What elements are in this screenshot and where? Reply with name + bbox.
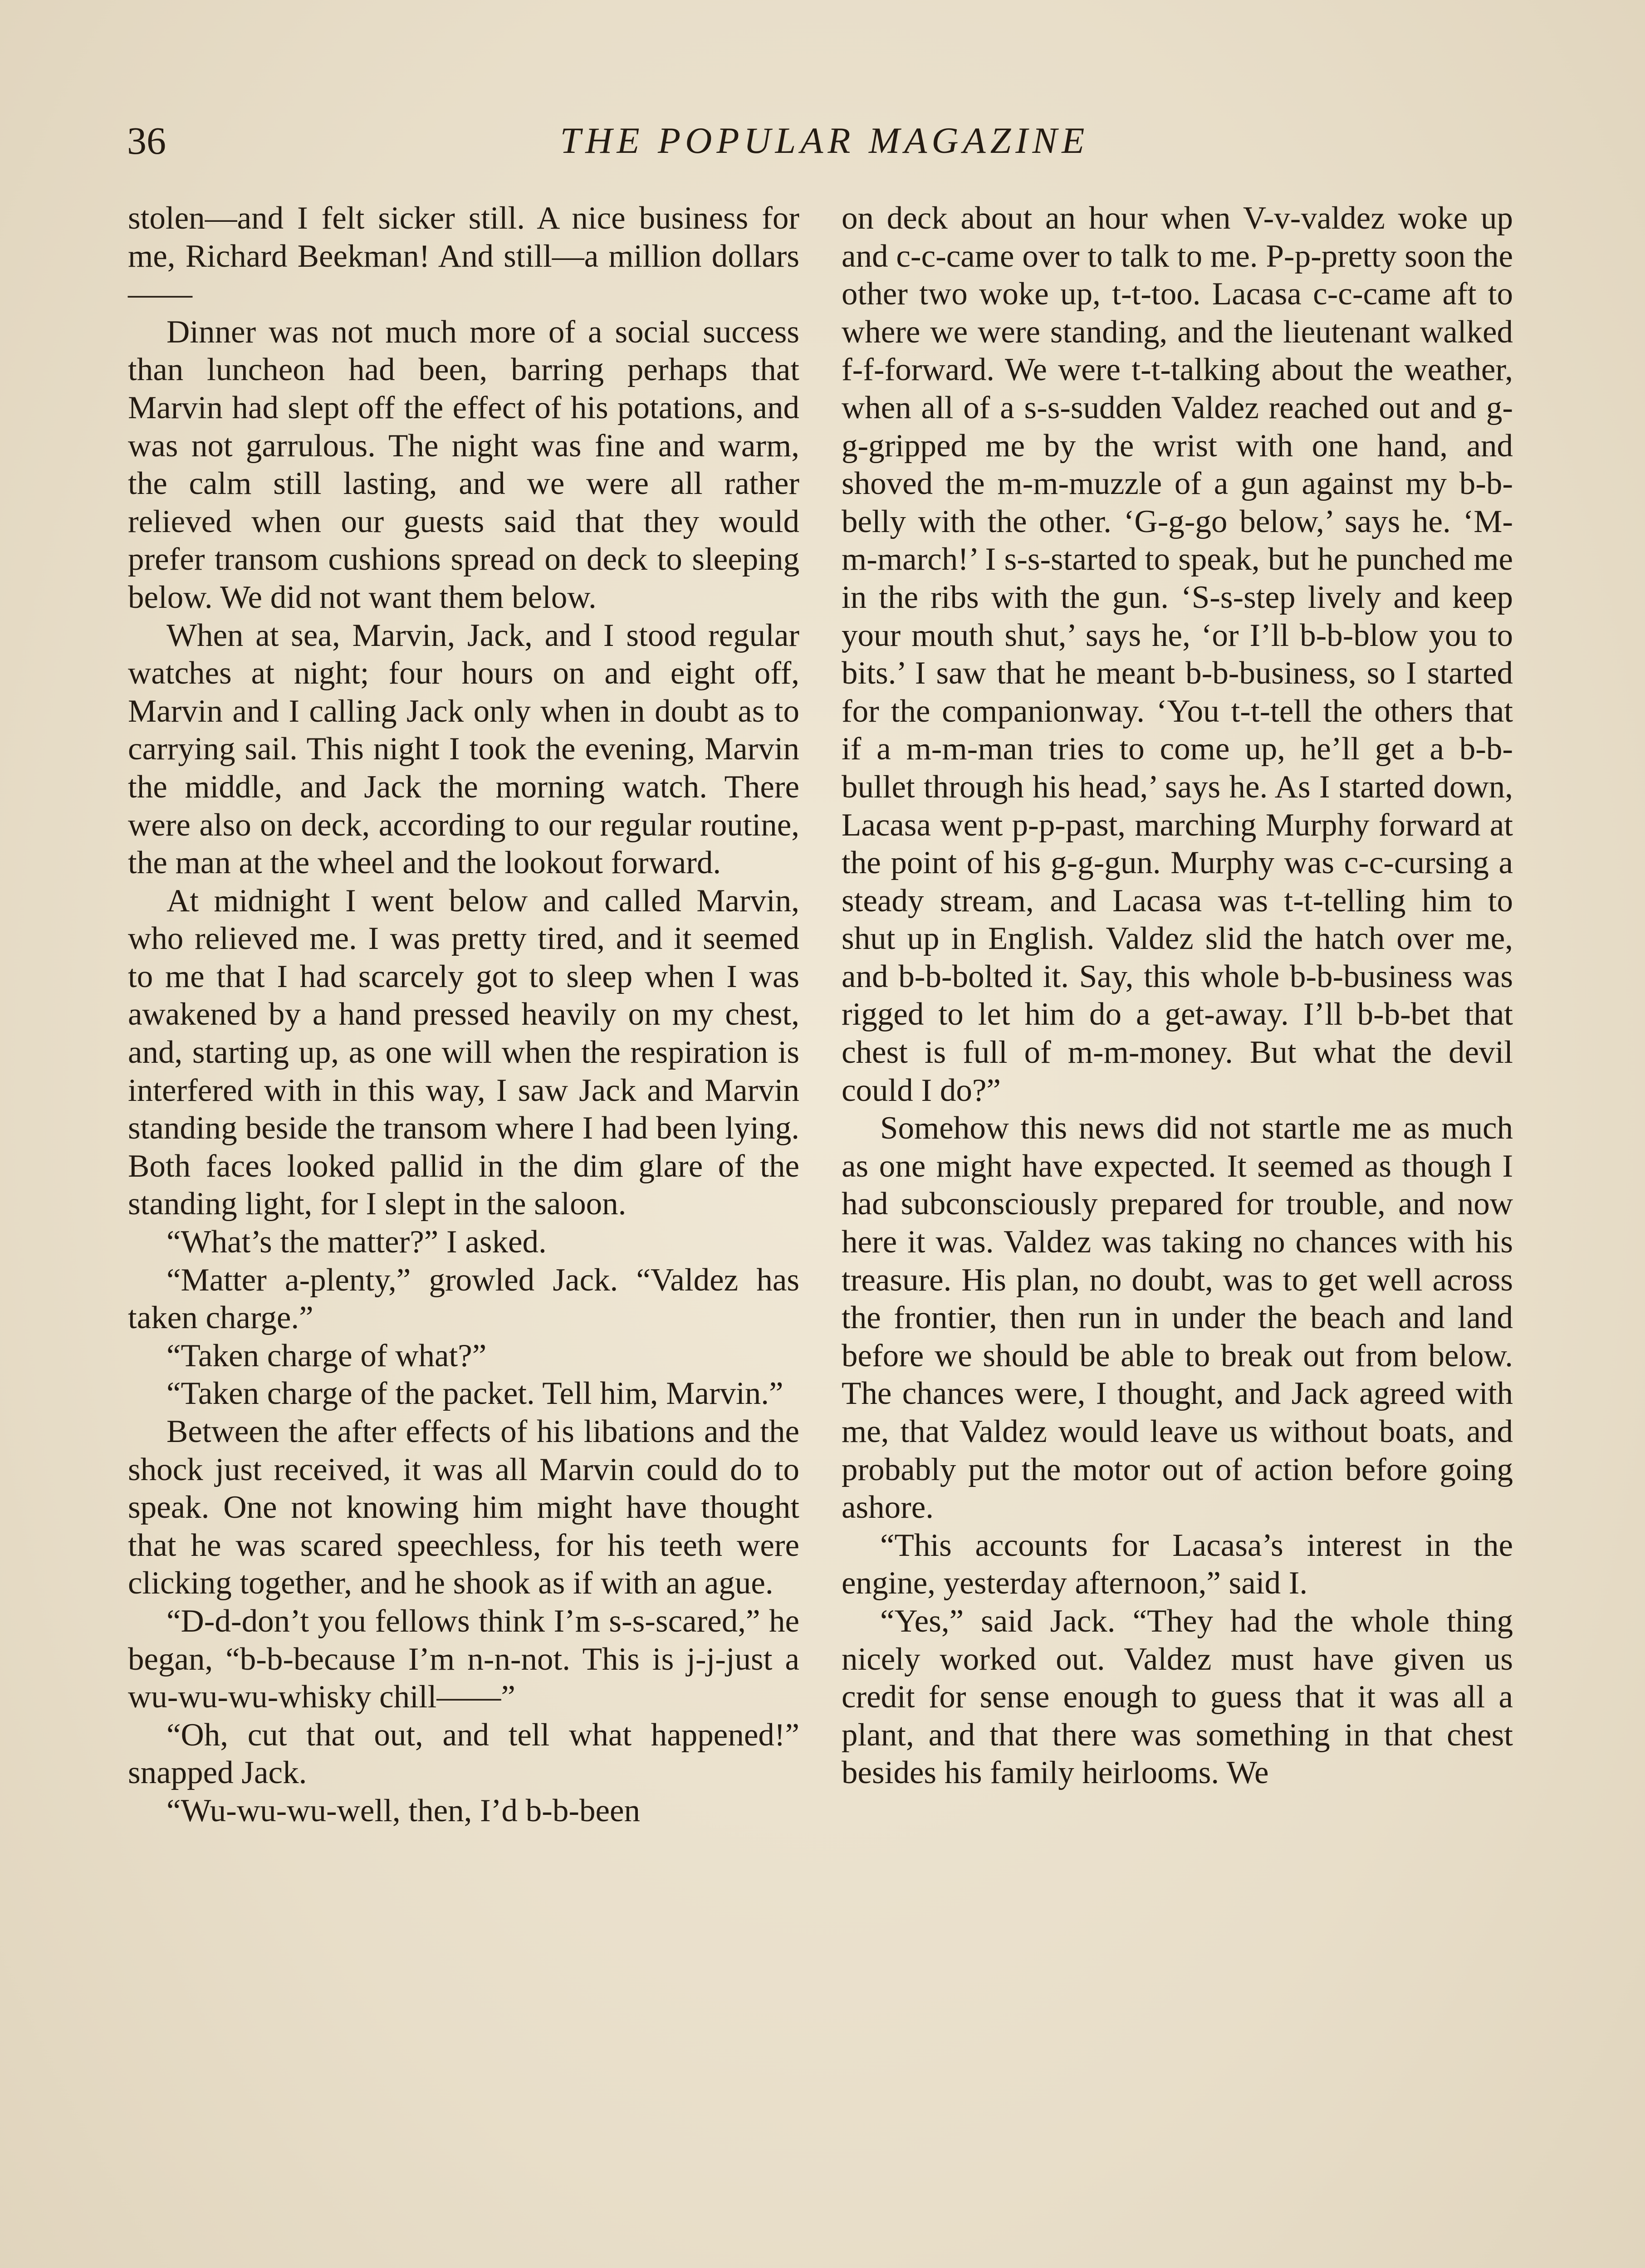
paragraph: At midnight I went below and called Marvin, who relieved me. I was pretty tired, and it seemed to me that I had scarcely got to sleep when I was awakened by a hand pressed heavily on my chest, and, starting up, as one will when the respiration is interfered with in this way, I saw Jack and Marvin standing beside the transom where I had been lying. Both faces looked pallid in the dim glare of the standing light, for I slept in the saloon. [128, 883, 799, 1222]
paragraph: Dinner was not much more of a social success than luncheon had been, barring perhaps that Marvin had slept off the effect of his potations, and was not garrulous. The night was fine and warm, the calm still lasting, and we were all rather relieved when our guests said that they would prefer transom cushions spread on deck to sleeping below. We did not want them below. [128, 314, 799, 615]
paragraph: “D-d-don’t you fellows think I’m s-s-scared,” he began, “b-b-because I’m n-n-not. This is j-j-just a wu-wu-wu-whisky chill——” [128, 1603, 799, 1715]
paragraph: stolen—and I felt sicker still. A nice business for me, Richard Beekman! And still—a million dollars—— [128, 200, 799, 312]
paragraph: “Matter a-plenty,” growled Jack. “Valdez has taken charge.” [128, 1262, 799, 1336]
paragraph: on deck about an hour when V-v-valdez woke up and c-c-came over to talk to me. P-p-pretty soon the other two woke up, t-t-too. Lacasa c-c-came aft to where we were standing, and the lieutenant walked f-f-forward. We were t-t-talking about the weather, when all of a s-s-sudden Valdez reached out and g-g-gripped me by the wrist with one hand, and shoved the m-m-muzzle of a gun against my b-b-belly with the other. ‘G-g-go below,’ says he. ‘M-m-march!’ I s-s-started to speak, but he punched me in the ribs with the gun. ‘S-s-step lively and keep your mouth shut,’ says he, ‘or I’ll b-b-blow you to bits.’ I saw that he meant b-b-business, so I started for the companionway. ‘You t-t-tell the others that if a m-m-man tries to come up, he’ll get a b-b-bullet through his head,’ says he. As I started down, Lacasa went p-p-past, marching Murphy forward at the point of his g-g-gun. Murphy was c-c-cursing a steady stream, and Lacasa was t-t-telling him to shut up in English. Valdez slid the hatch over me, and b-b-bolted it. Say, this whole b-b-business was rigged to let him do a get-away. I’ll b-b-bet that chest is full of m-m-money. But what the devil could I do?” [842, 200, 1513, 1108]
paragraph: When at sea, Marvin, Jack, and I stood regular watches at night; four hours on and eight off, Marvin and I calling Jack only when in doubt as to carrying sail. This night I took the evening, Marvin the middle, and Jack the morning watch. There were also on deck, according to our regular routine, the man at the wheel and the lookout forward. [128, 617, 799, 881]
right-column [842, 200, 1513, 1792]
paragraph: “Taken charge of the packet. Tell him, Marvin.” [166, 1376, 783, 1412]
paragraph: “Wu-wu-wu-well, then, I’d b-b-been [166, 1793, 640, 1828]
paragraph: “What’s the matter?” I asked. [166, 1224, 547, 1260]
paragraph: Between the after effects of his libations and the shock just received, it was all Marvin could do to speak. One not knowing him might have thought that he was scared speechless, for his teeth were clicking together, and he shook as if with an ague. [128, 1414, 799, 1601]
paragraph: “Yes,” said Jack. “They had the whole thing nicely worked out. Valdez must have given us credit for sense enough to guess that it was all a plant, and that there was something in that chest besides his family heirlooms. We [842, 1603, 1513, 1791]
running-title: THE POPULAR MAGAZINE [560, 120, 1089, 161]
left-column [128, 200, 799, 1830]
paragraph: “This accounts for Lacasa’s interest in the engine, yesterday afternoon,” said I. [842, 1527, 1513, 1601]
paragraph: Somehow this news did not startle me as much as one might have expected. It seemed as though I had subconsciously prepared for trouble, and now here it was. Valdez was taking no chances with his treasure. His plan, no doubt, was to get well across the frontier, then run in under the beach and land before we should be able to break out from below. The chances were, I thought, and Jack agreed with me, that Valdez would leave us without boats, and probably put the motor out of action before going ashore. [842, 1110, 1513, 1525]
paragraph: “Oh, cut that out, and tell what happened!” snapped Jack. [128, 1717, 799, 1791]
paragraph: “Taken charge of what?” [166, 1338, 487, 1374]
page-header [127, 116, 1522, 166]
page-number: 36 [127, 119, 166, 162]
